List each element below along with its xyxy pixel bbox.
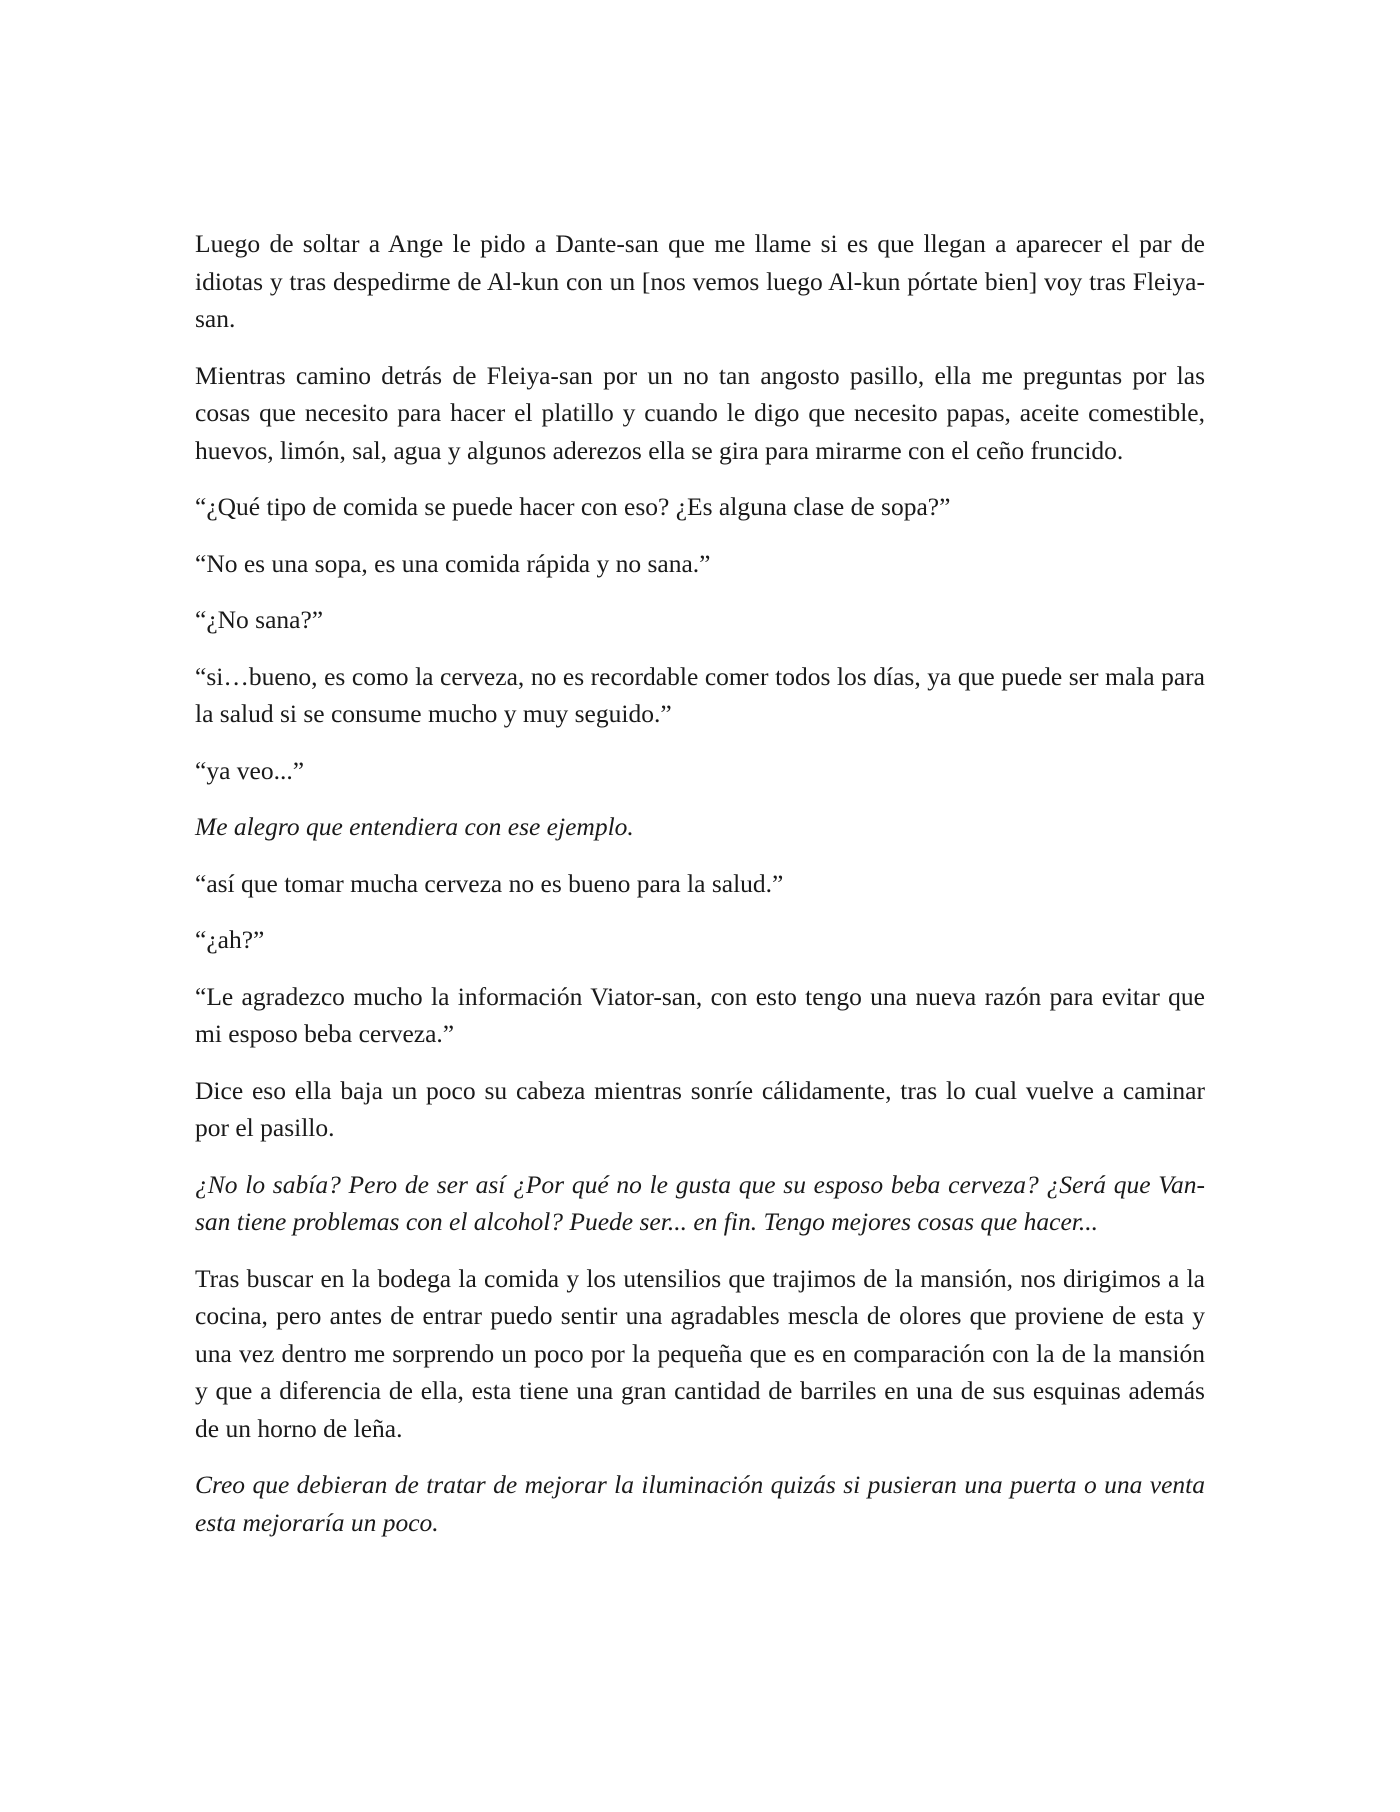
dialogue-line-7: “¿ah?” [195, 925, 265, 954]
paragraph-4: Tras buscar en la bodega la comida y los utensilios que trajimos de la mansión, nos dirigimos a la cocina, pero antes de entrar puedo sentir una agradables mescla de olores que proviene de esta y una vez dentro me sorprendo un poco por la pequeña que es en comparación con la de la mansión y que a diferencia de ella, esta tiene una gran cantidad de barriles en una de sus esquinas además de un horno de leña. [195, 1263, 1205, 1443]
dialogue-line-3: “¿No sana?” [195, 605, 324, 634]
dialogue-line-6: “así que tomar mucha cerveza no es bueno para la salud.” [195, 868, 784, 898]
paragraph-1: Luego de soltar a Ange le pido a Dante-san que me llame si es que llegan a aparecer el par de idiotas y tras despedirme de Al-kun con un [nos vemos luego Al-kun pórtate bien] voy tras Fleiya-san. [195, 229, 1205, 333]
inner-thought-1: Me alegro que entendiera con ese ejemplo. [195, 812, 634, 841]
document-page [195, 225, 1205, 1560]
dialogue-line-8: “Le agradezco mucho la información Viator-san, con esto tengo una nueva razón para evitar que mi esposo beba cerveza.” [195, 981, 1205, 1048]
dialogue-line-5: “ya veo...” [195, 755, 305, 785]
paragraph-2: Mientras camino detrás de Fleiya-san por un no tan angosto pasillo, ella me preguntas por las cosas que necesito para hacer el platillo y cuando le digo que necesito papas, aceite comestible, huevos, limón, sal, agua y algunos aderezos ella se gira para mirarme con el ceño fruncido. [195, 360, 1205, 465]
paragraph-3: Dice eso ella baja un poco su cabeza mientras sonríe cálidamente, tras lo cual vuelve a caminar por el pasillo. [195, 1075, 1205, 1142]
dialogue-line-2: “No es una sopa, es una comida rápida y no sana.” [195, 548, 711, 578]
inner-thought-2: ¿No lo sabía? Pero de ser así ¿Por qué no le gusta que su esposo beba cerveza? ¿Será que Van-san tiene problemas con el alcohol? Puede ser... en fin. Tengo mejores cosas que hacer... [195, 1169, 1205, 1236]
inner-thought-3: Creo que debieran de tratar de mejorar la iluminación quizás si pusieran una puerta o una venta esta mejoraría un poco. [195, 1470, 1205, 1537]
dialogue-line-1: “¿Qué tipo de comida se puede hacer con eso? ¿Es alguna clase de sopa?” [195, 492, 951, 521]
dialogue-line-4: “si…bueno, es como la cerveza, no es recordable comer todos los días, ya que puede ser mala para la salud si se consume mucho y muy seguido.” [195, 661, 1205, 728]
